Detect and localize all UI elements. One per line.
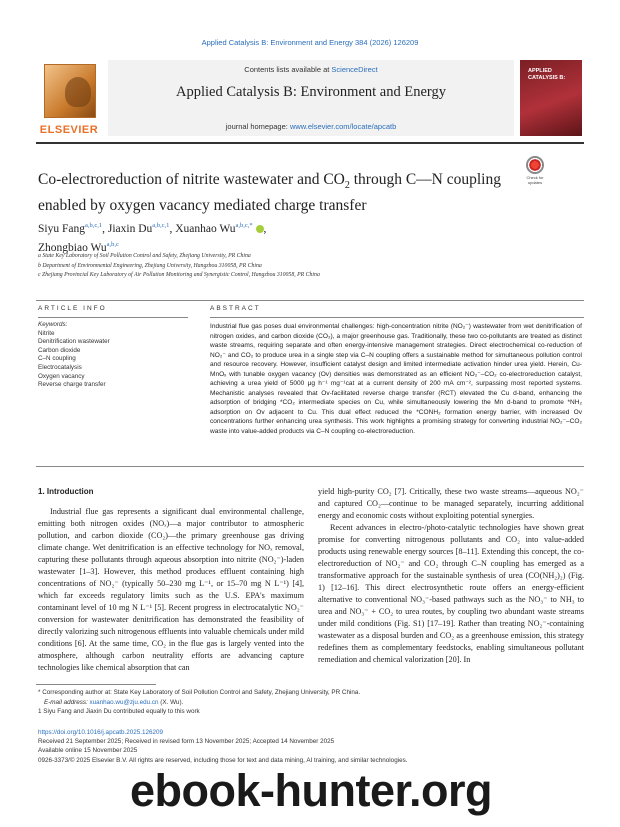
article-info-heading: ARTICLE INFO — [38, 305, 107, 312]
corresponding-author-note: * Corresponding author at: State Key Laboratory of Soil Pollution Control and Safety, Zhejiang University, PR China. — [38, 689, 361, 696]
keywords-block — [38, 321, 188, 390]
author-affiliation-marks[interactable]: a,b,c,1 — [84, 222, 103, 229]
abstract-heading: ABSTRACT — [210, 305, 261, 312]
keyword: Oxygen vacancy — [38, 372, 85, 380]
check-updates-icon — [526, 156, 544, 174]
body-column-right — [318, 486, 584, 666]
check-updates-label: Check for updates — [526, 175, 544, 185]
section-heading-introduction: 1. Introduction — [38, 487, 94, 496]
contents-prefix: Contents lists available at — [244, 65, 332, 74]
footnote-divider — [36, 684, 156, 685]
elsevier-tree-icon — [44, 64, 96, 118]
email-note: E-mail address: xuanhao.wu@zju.edu.cn (X. Wu). — [44, 698, 184, 706]
article-info-rule — [38, 317, 188, 318]
online-date: Available online 15 November 2025 — [38, 747, 138, 755]
elsevier-logo[interactable] — [36, 60, 102, 136]
abstract-text: Industrial flue gas poses dual environmental challenges: high-concentration nitrite (NO₂⁻) wastewater from wet denitrification of nitrogen oxides, and carbon dioxide (CO₂), a major greenhouse gas. Traditionally, these two co-pollutants are treated as distinct waste streams, requiring separate and often energy-intensive management strategies. Direct electrochemical co-reduction of NO₂⁻ and CO₂ to produce urea in a single step via C–N coupling offers a sustainable method for simultaneous pollution control and resource recovery. However, insufficient catalyst design and limited intermediate activation hinder urea yield. Herein, Cu-MnOₓ with tunable oxygen vacancy (Ov) densities was demonstrated as an efficient NO₂⁻–CO₂ co-electroreduction catalyst, achieving a urea yield of 5000 μg h⁻¹ mg⁻¹cat at a current density of 200 mA cm⁻², surpassing most reported systems. Mechanistic analyses revealed that Ov-facilitated reverse charge transfer (RCT) elevated the Cu d-band, enhancing the adsorption of bridging *CO₂ intermediate species on Cu, while simultaneously lowering the Mn d-band to promote *NH₂ adsorption on Ov adjacent to Cu. This dual effect reduced the *CONH₂ formation energy barrier, with increased Ov concentrations further enhancing urea synthesis. This work highlights a promising strategy for converting industrial NO₂⁻–CO₂ waste into value-added products via C–N coupling co-electroreduction. — [210, 323, 582, 436]
journal-citation[interactable]: Applied Catalysis B: Environment and Energy 384 (2026) 126209 — [201, 38, 419, 47]
author-list: Siyu Fang$^{a,b,c,1}$, Jiaxin Du$^{a,b,c,1}$, Xuanhao $Wu^{a,b,c,*}$ , Zhongbiao Wu$^{a,b,c}$ — [38, 222, 267, 254]
abstract-bottom-divider — [36, 466, 584, 467]
affiliation-item: a State Key Laboratory of Soil Pollution Control and Safety, Zhejiang University, PR China — [38, 253, 251, 259]
author-name[interactable]: Siyu Fang — [38, 222, 85, 235]
affiliation-item: b Department of Environmental Engineering, Zhejiang University, Hangzhou 310058, PR China — [38, 262, 262, 269]
body-paragraph: yield high-purity CO₂ [7]. Critically, these two waste streams—aqueous NO₂⁻ and captured CO₂—continue to be managed separately, incurring additional energy and economic costs without exploiting potential synergies. — [318, 487, 584, 520]
watermark-text: ebook-hunter.org — [130, 765, 492, 816]
footnotes — [38, 688, 586, 717]
copyright-line: 0926-3373/© 2025 Elsevier B.V. All rights are reserved, including those for text and data mining, AI training, and similar technologies. — [38, 756, 408, 764]
body-column-left — [38, 486, 304, 674]
info-divider — [36, 300, 584, 301]
body-paragraph: Industrial flue gas represents a significant dual environmental challenge, emitting both nitrogen oxides (NOₓ)—a major contributor to atmospheric pollution, and carbon dioxide (CO₂)—the primary greenhouse gas driving climate change. Wet denitrification is an effective technology for NOₓ removal, capturing these pollutants through aqueous absorption into nitrite (NO₂⁻)-laden wastewater [1–3]. However, this method produces effluent containing high concentrations of NO₂⁻ (typically 50–230 mg L⁻¹, or 15–70 mg N L⁻¹) [4], which far exceeds regulatory limits such as the U.S. EPA's maximum contaminant level of 10 mg N L⁻¹ [5]. Recent progress in electrocatalytic NO₂⁻ conversion for wastewater denitrification has demonstrated the feasibility of directly valorizing such nitrogenous effluents into valuable chemicals under mild conditions [6]. At the same time, CO₂ in the flue gas is largely vented into the atmosphere, although carbon neutrality efforts are advancing capture technologies like chemical absorption that can — [38, 507, 304, 672]
homepage-prefix: journal homepage: — [225, 122, 290, 131]
journal-homepage-line — [108, 122, 514, 131]
article-title: Co-electroreduction of nitrite wastewater and $CO_2$ through C—N coupling enabled by oxygen vacancy mediated charge transfer — [38, 171, 501, 215]
equal-contribution-note: 1 Siyu Fang and Jiaxin Du contributed equally to this work — [38, 708, 200, 715]
affiliations — [38, 252, 586, 281]
doi-link[interactable]: https://doi.org/10.1016/j.apcatb.2025.126209 — [38, 729, 163, 736]
journal-header — [36, 60, 584, 138]
author-name[interactable]: Jiaxin Du — [107, 222, 153, 235]
keyword: Electrocatalysis — [38, 363, 82, 371]
keyword: Carbon dioxide — [38, 346, 81, 354]
orcid-icon[interactable] — [256, 225, 264, 233]
keywords-label: Keywords: — [38, 321, 68, 328]
keyword: Denitrification wastewater — [38, 338, 110, 346]
cover-title: APPLIED CATALYSIS B: — [528, 68, 566, 81]
author-name[interactable]: Xuanhao Wu — [175, 222, 236, 235]
author-affiliation-marks[interactable]: a,b,c,* — [235, 222, 253, 229]
journal-cover-image[interactable] — [520, 60, 582, 136]
keyword: Nitrite — [38, 329, 55, 337]
sciencedirect-link[interactable]: ScienceDirect — [331, 65, 378, 74]
keyword: Reverse charge transfer — [38, 381, 106, 389]
abstract-rule — [210, 317, 584, 318]
author-name[interactable]: Zhongbiao Wu — [38, 241, 107, 254]
homepage-link[interactable]: www.elsevier.com/locate/apcatb — [289, 122, 397, 131]
author-affiliation-marks[interactable]: a,b,c,1 — [152, 222, 170, 229]
received-dates: Received 21 September 2025; Received in revised form 13 November 2025; Accepted 14 November 2025 — [38, 738, 335, 746]
contents-line — [108, 65, 514, 74]
keyword: C–N coupling — [38, 355, 76, 363]
journal-info-box — [108, 60, 514, 136]
author-affiliation-marks[interactable]: a,b,c — [106, 240, 119, 248]
body-paragraph: Recent advances in electro-/photo-catalytic technologies have shown great promise for converting nitrogenous pollutants and CO₂ into value-added products using renewable energy sources [8–11]. Extending this concept, the co-electroreduction of NO₂⁻ and CO₂ through C–N coupling has emerged as a transformative approach for the sustainable synthesis of urea (CO(NH₂)₂) (Fig. 1) [12–16]. This direct electrosynthetic route offers an energy-efficient alternative to conventional NO₃⁻-based pathways such as the NO₃⁻ to NH₃ to urea and NO₃⁻ + CO₂ to urea routes, by coupling two abundant waste streams under mild conditions (Fig. S1) [17–19]. Rather than treating NO₂⁻-containing wastewater as a disposal burden and CO₂ as a greenhouse emission, this strategy redefines them as complementary feedstocks, enabling simultaneous pollutant remediation and chemical valorization [20]. In — [318, 523, 584, 664]
check-for-updates-button[interactable] — [520, 156, 550, 186]
journal-title: Applied Catalysis B: Environment and Energy — [176, 84, 446, 100]
affiliation-item: c Zhejiang Provincial Key Laboratory of Air Pollution Monitoring and Synergistic Control, Hangzhou 310058, PR China — [38, 272, 320, 278]
elsevier-logo-text: ELSEVIER — [39, 124, 99, 136]
header-divider — [36, 142, 584, 144]
email-link[interactable]: xuanhao.wu@zju.edu.cn — [89, 698, 159, 706]
publication-info — [38, 728, 586, 765]
